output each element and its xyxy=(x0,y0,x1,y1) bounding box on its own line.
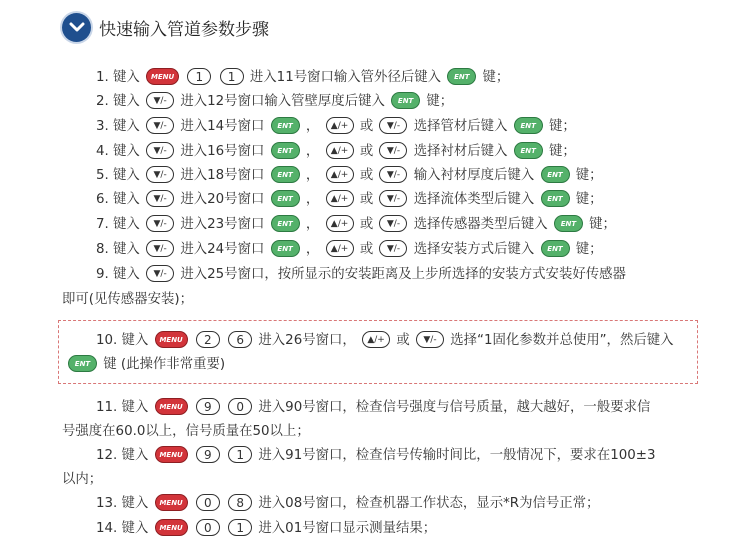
step-11-text-cont: 号强度在60.0以上，信号质量在50以上； xyxy=(62,424,310,439)
down-key: ▼/- xyxy=(146,92,174,109)
step-7-prefix: 7. 键入 xyxy=(96,217,140,232)
step-4-prefix: 4. 键入 xyxy=(96,144,140,159)
ent-key: ENT xyxy=(271,117,300,134)
ent-key: ENT xyxy=(514,142,543,159)
ent-key: ENT xyxy=(514,117,543,134)
step-12 xyxy=(62,444,702,468)
ent-key: ENT xyxy=(271,215,300,232)
digit-key: 9 xyxy=(196,398,220,415)
down-key: ▼/- xyxy=(146,142,174,159)
step-9-text-cont: 即可(见传感器安装)； xyxy=(62,292,193,307)
down-key: ▼/- xyxy=(379,190,407,207)
up-key: ▲/+ xyxy=(326,190,354,207)
ent-key: ENT xyxy=(447,68,476,85)
step-8-text-2: 选择安装方式后键入 xyxy=(413,242,535,257)
menu-key: MENU xyxy=(146,68,179,85)
or-text: 或 xyxy=(359,119,374,134)
step-14-prefix: 14. 键入 xyxy=(96,521,149,536)
step-10-text-2: 选择“1固化参数并总使用”，然后键入 xyxy=(450,333,674,348)
down-key: ▼/- xyxy=(379,166,407,183)
step-4-text: 进入16号窗口 xyxy=(180,144,265,159)
step-11 xyxy=(62,396,702,420)
step-6-text-2: 选择流体类型后键入 xyxy=(413,192,535,207)
digit-key: 9 xyxy=(196,446,220,463)
down-key: ▼/- xyxy=(379,215,407,232)
step-4 xyxy=(62,140,702,164)
step-9-continued xyxy=(62,288,702,312)
down-key: ▼/- xyxy=(146,166,174,183)
up-key: ▲/+ xyxy=(362,331,390,348)
step-1-suffix: 键； xyxy=(482,70,510,85)
menu-key: MENU xyxy=(155,494,188,511)
step-2-text: 进入12号窗口输入管壁厚度后键入 xyxy=(180,94,385,109)
or-text: 或 xyxy=(359,242,374,257)
ent-key: ENT xyxy=(554,215,583,232)
digit-key: 1 xyxy=(220,68,244,85)
digit-key: 1 xyxy=(228,446,252,463)
comma: ， xyxy=(305,168,320,183)
step-10 xyxy=(62,329,702,353)
step-1-text: 进入11号窗口输入管外径后键入 xyxy=(249,70,442,85)
step-14 xyxy=(62,517,702,541)
step-7 xyxy=(62,213,702,237)
or-text: 或 xyxy=(359,144,374,159)
digit-key: 8 xyxy=(228,494,252,511)
down-key: ▼/- xyxy=(146,190,174,207)
up-key: ▲/+ xyxy=(326,240,354,257)
up-key: ▲/+ xyxy=(326,142,354,159)
ent-key: ENT xyxy=(68,355,97,372)
up-key: ▲/+ xyxy=(326,117,354,134)
step-4-text-2: 选择衬材后键入 xyxy=(413,144,508,159)
step-3-prefix: 3. 键入 xyxy=(96,119,140,134)
comma: ， xyxy=(305,119,320,134)
digit-key: 1 xyxy=(228,519,252,536)
down-key: ▼/- xyxy=(146,240,174,257)
step-11-text: 进入90号窗口，检查信号强度与信号质量，越大越好，一般要求信 xyxy=(258,400,651,415)
ent-key: ENT xyxy=(541,240,570,257)
comma: ， xyxy=(305,192,320,207)
step-12-text-cont: 以内； xyxy=(62,472,103,487)
step-2-suffix: 键； xyxy=(426,94,454,109)
menu-key: MENU xyxy=(155,446,188,463)
down-key: ▼/- xyxy=(146,215,174,232)
menu-key: MENU xyxy=(155,519,188,536)
down-key: ▼/- xyxy=(416,331,444,348)
step-6-text: 进入20号窗口 xyxy=(180,192,265,207)
step-7-text: 进入23号窗口 xyxy=(180,217,265,232)
step-6-suffix: 键； xyxy=(575,192,603,207)
step-1-prefix: 1. 键入 xyxy=(96,70,140,85)
step-3-text-2: 选择管材后键入 xyxy=(413,119,508,134)
step-6-prefix: 6. 键入 xyxy=(96,192,140,207)
step-11-prefix: 11. 键入 xyxy=(96,400,149,415)
down-key: ▼/- xyxy=(379,117,407,134)
down-key: ▼/- xyxy=(146,117,174,134)
down-key: ▼/- xyxy=(379,240,407,257)
step-5-text-2: 输入衬材厚度后键入 xyxy=(413,168,535,183)
digit-key: 0 xyxy=(196,519,220,536)
step-8-suffix: 键； xyxy=(575,242,603,257)
step-11-continued xyxy=(62,420,702,444)
step-3 xyxy=(62,115,702,139)
step-4-suffix: 键； xyxy=(549,144,576,159)
down-key: ▼/- xyxy=(146,265,174,282)
comma: ， xyxy=(305,242,320,257)
step-12-text: 进入91号窗口，检查信号传输时间比，一般情况下，要求在100±3 xyxy=(258,448,656,463)
step-2-prefix: 2. 键入 xyxy=(96,94,140,109)
ent-key: ENT xyxy=(541,190,570,207)
step-9-text: 进入25号窗口，按所显示的安装距离及上步所选择的安装方式安装好传感器 xyxy=(180,267,626,282)
or-text: 或 xyxy=(359,217,374,232)
chevron-down-icon xyxy=(62,13,91,42)
step-8-text: 进入24号窗口 xyxy=(180,242,265,257)
digit-key: 0 xyxy=(228,398,252,415)
step-5-suffix: 键； xyxy=(575,168,603,183)
step-9-prefix: 9. 键入 xyxy=(96,267,140,282)
or-text: 或 xyxy=(396,333,410,348)
step-3-suffix: 键； xyxy=(549,119,576,134)
menu-key: MENU xyxy=(155,331,188,348)
step-13 xyxy=(62,492,702,516)
step-8 xyxy=(62,238,702,262)
digit-key: 2 xyxy=(196,331,220,348)
ent-key: ENT xyxy=(271,190,300,207)
ent-key: ENT xyxy=(271,142,300,159)
digit-key: 1 xyxy=(187,68,211,85)
step-3-text: 进入14号窗口 xyxy=(180,119,265,134)
page-title: 快速输入管道参数步骤 xyxy=(99,19,269,40)
step-7-suffix: 键； xyxy=(589,217,616,232)
comma: ， xyxy=(305,144,320,159)
digit-key: 6 xyxy=(228,331,252,348)
up-key: ▲/+ xyxy=(326,215,354,232)
step-13-text: 进入08号窗口，检查机器工作状态，显示*R为信号正常； xyxy=(258,496,600,511)
step-7-text-2: 选择传感器类型后键入 xyxy=(413,217,548,232)
step-13-prefix: 13. 键入 xyxy=(96,496,149,511)
ent-key: ENT xyxy=(271,166,300,183)
down-key: ▼/- xyxy=(379,142,407,159)
step-10-suffix: 键 (此操作非常重要) xyxy=(103,357,226,372)
up-key: ▲/+ xyxy=(326,166,354,183)
ent-key: ENT xyxy=(391,92,420,109)
ent-key: ENT xyxy=(541,166,570,183)
step-5-prefix: 5. 键入 xyxy=(96,168,140,183)
ent-key: ENT xyxy=(271,240,300,257)
step-5-text: 进入18号窗口 xyxy=(180,168,265,183)
step-6 xyxy=(62,188,702,212)
step-10-prefix: 10. 键入 xyxy=(96,333,149,348)
or-text: 或 xyxy=(359,192,374,207)
or-text: 或 xyxy=(359,168,374,183)
step-14-text: 进入01号窗口显示测量结果； xyxy=(258,521,437,536)
digit-key: 0 xyxy=(196,494,220,511)
step-8-prefix: 8. 键入 xyxy=(96,242,140,257)
step-9 xyxy=(62,263,702,287)
step-1 xyxy=(62,66,702,90)
step-2 xyxy=(62,90,702,114)
step-5 xyxy=(62,164,702,188)
step-12-prefix: 12. 键入 xyxy=(96,448,149,463)
step-12-continued xyxy=(62,468,702,492)
step-10-text: 进入26号窗口， xyxy=(258,333,356,348)
menu-key: MENU xyxy=(155,398,188,415)
section-header xyxy=(62,10,269,44)
step-10-continued xyxy=(62,353,702,377)
comma: ， xyxy=(305,217,320,232)
